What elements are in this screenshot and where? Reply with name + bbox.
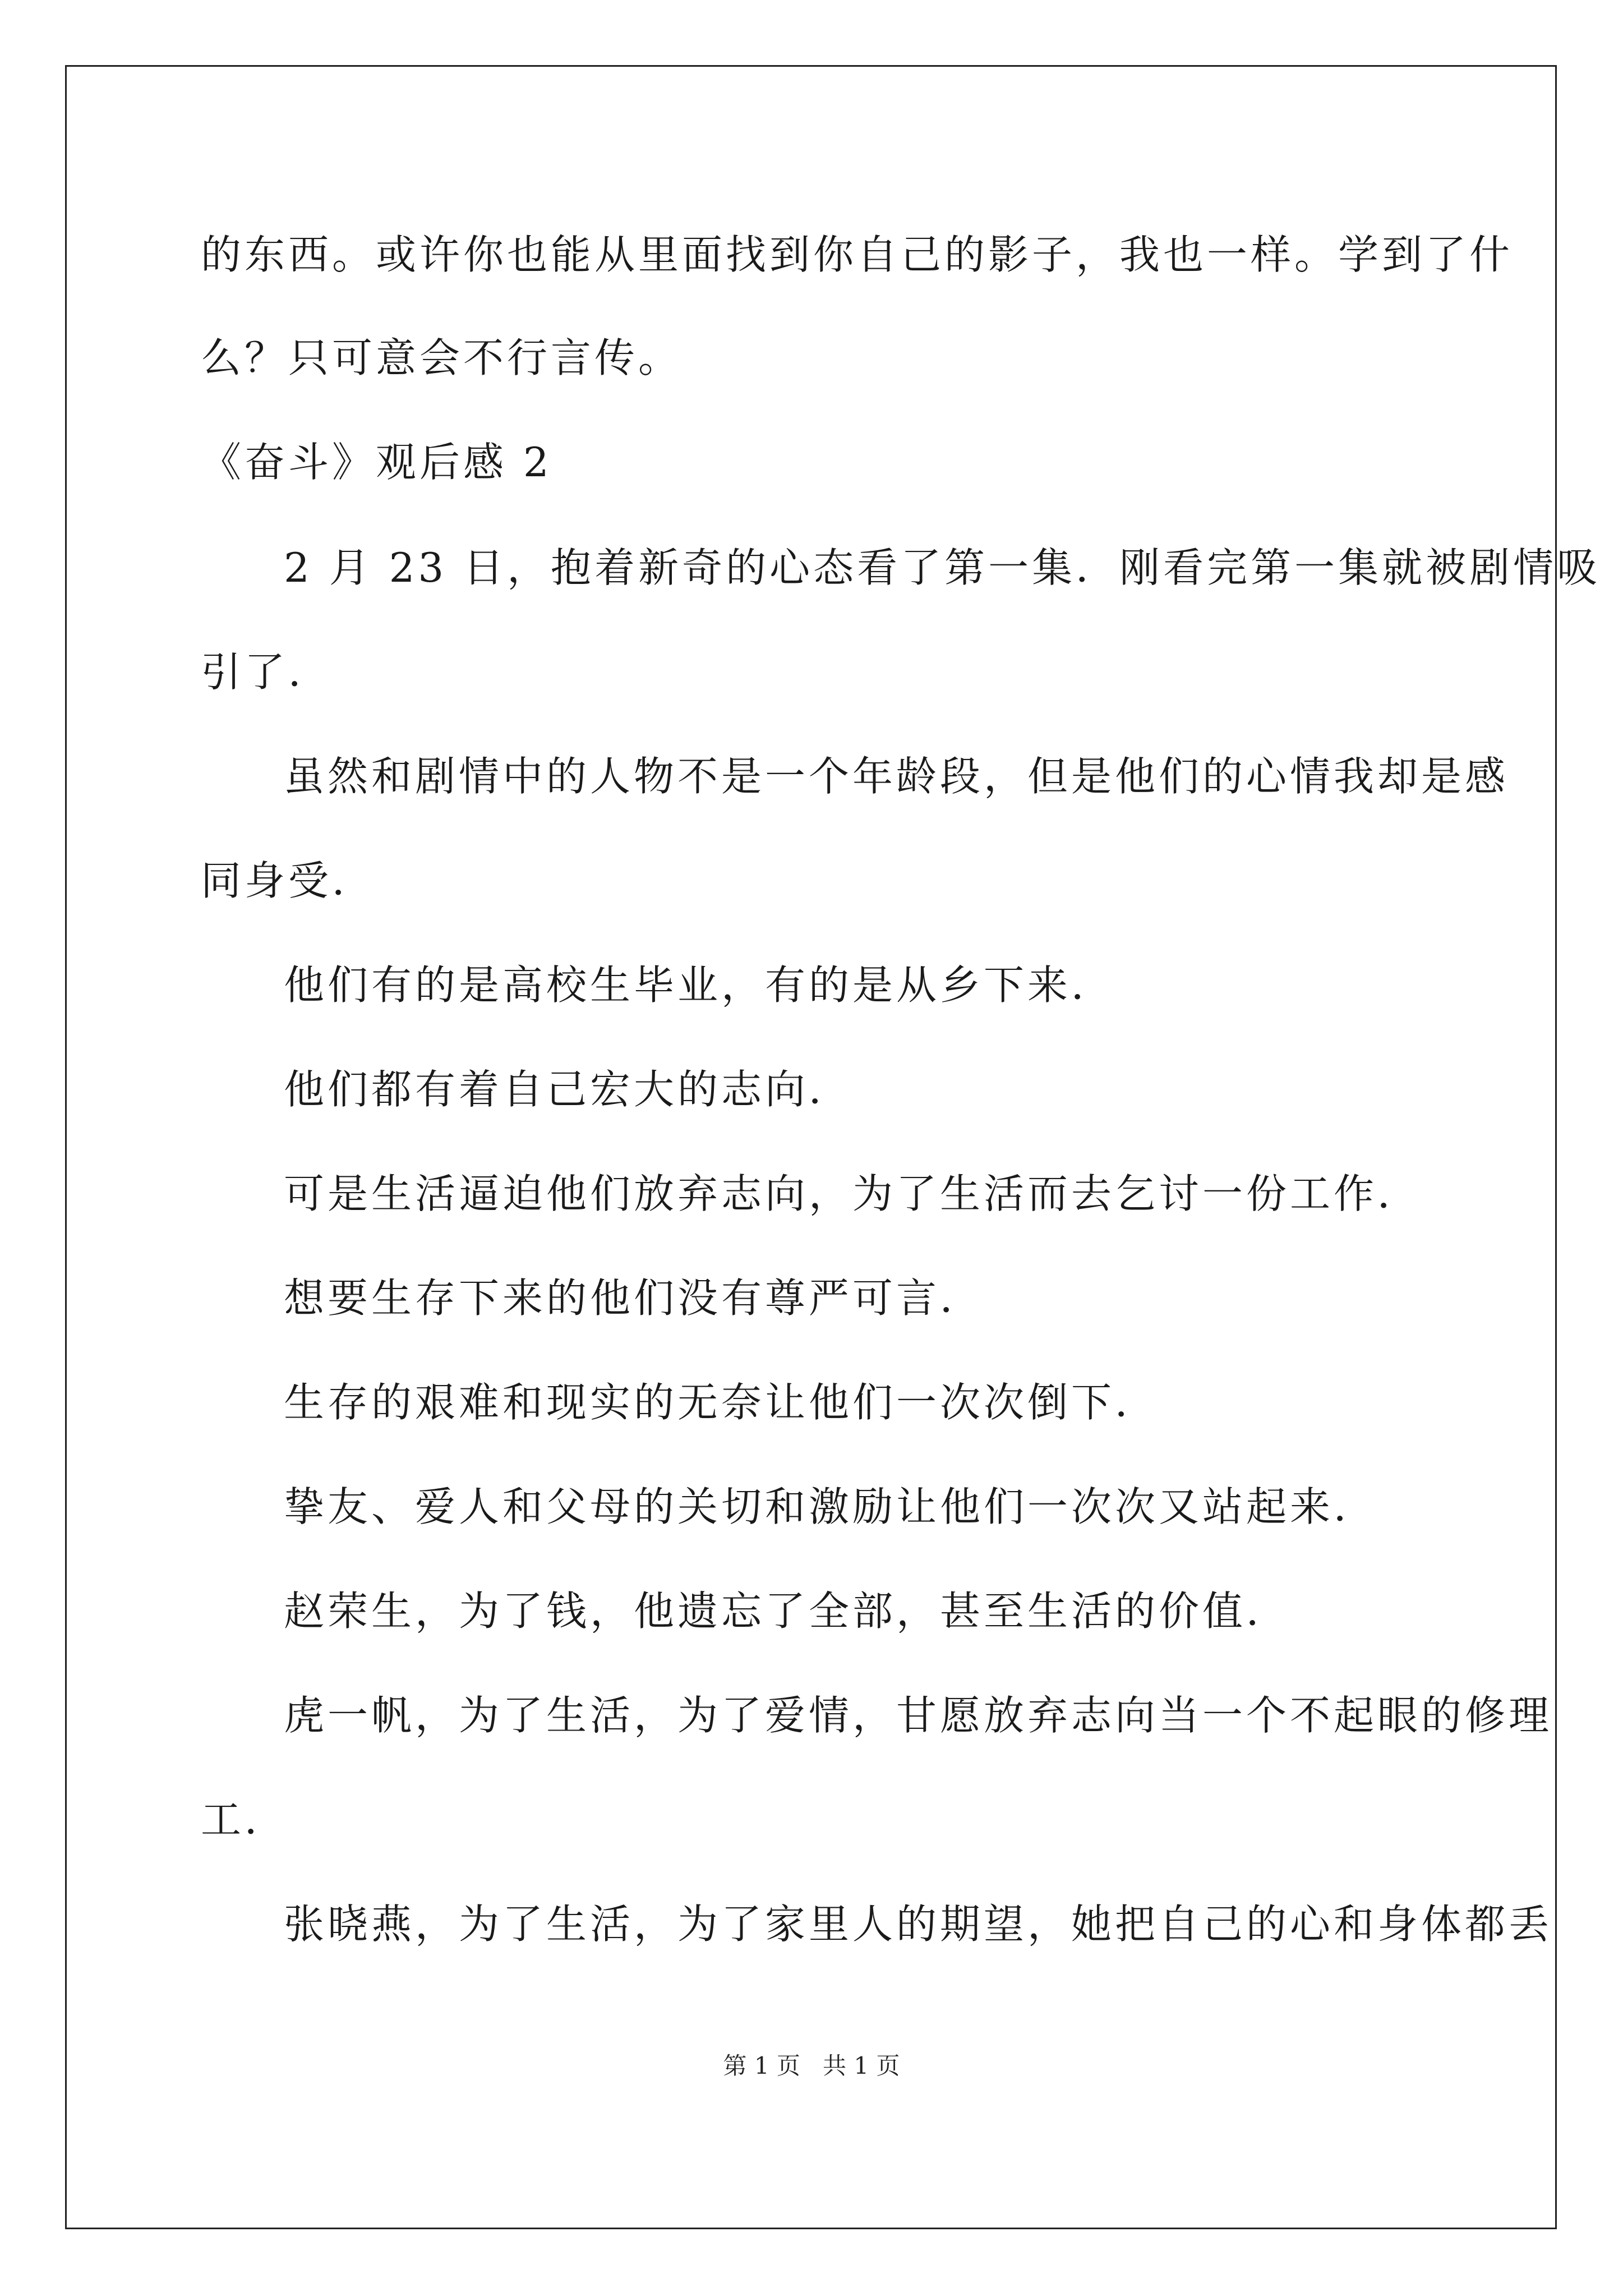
text-line: 赵荣生，为了钱，他遗忘了全部，甚至生活的价值． [284,1588,1290,1635]
text-line: 可是生活逼迫他们放弃志向，为了生活而去乞讨一份工作． [284,1170,1422,1217]
text-line: 虽然和剧情中的人物不是一个年龄段，但是他们的心情我却是感 [284,753,1509,800]
text-line: 张晓燕，为了生活，为了家里人的期望，她把自己的心和身体都丢 [284,1901,1553,1948]
text-line: 同身受． [201,857,376,904]
text-line: 的东西。或许你也能从里面找到你自己的影子，我也一样。学到了什 [201,231,1514,278]
page-number-footer: 第 1 页 共 1 页 [723,2052,900,2079]
text-line: 想要生存下来的他们没有尊严可言． [284,1274,984,1322]
text-line: 挚友、爱人和父母的关切和激励让他们一次次又站起来． [284,1483,1378,1530]
text-line: 工． [201,1796,289,1843]
text-line: 虎一帆，为了生活，为了爱情，甘愿放弃志向当一个不起眼的修理 [284,1692,1553,1739]
text-line: 生存的艰难和现实的无奈让他们一次次倒下． [284,1379,1159,1426]
text-line: 么？只可意会不行言传。 [201,334,683,381]
text-line: 他们都有着自己宏大的志向． [284,1066,853,1113]
text-line: 他们有的是高校生毕业，有的是从乡下来． [284,961,1115,1009]
text-line: 2 月 23 日，抱着新奇的心态看了第一集．刚看完第一集就被剧情吸 [284,544,1601,591]
section-heading: 《奋斗》观后感 2 [201,439,552,486]
text-line: 引了． [201,648,333,696]
